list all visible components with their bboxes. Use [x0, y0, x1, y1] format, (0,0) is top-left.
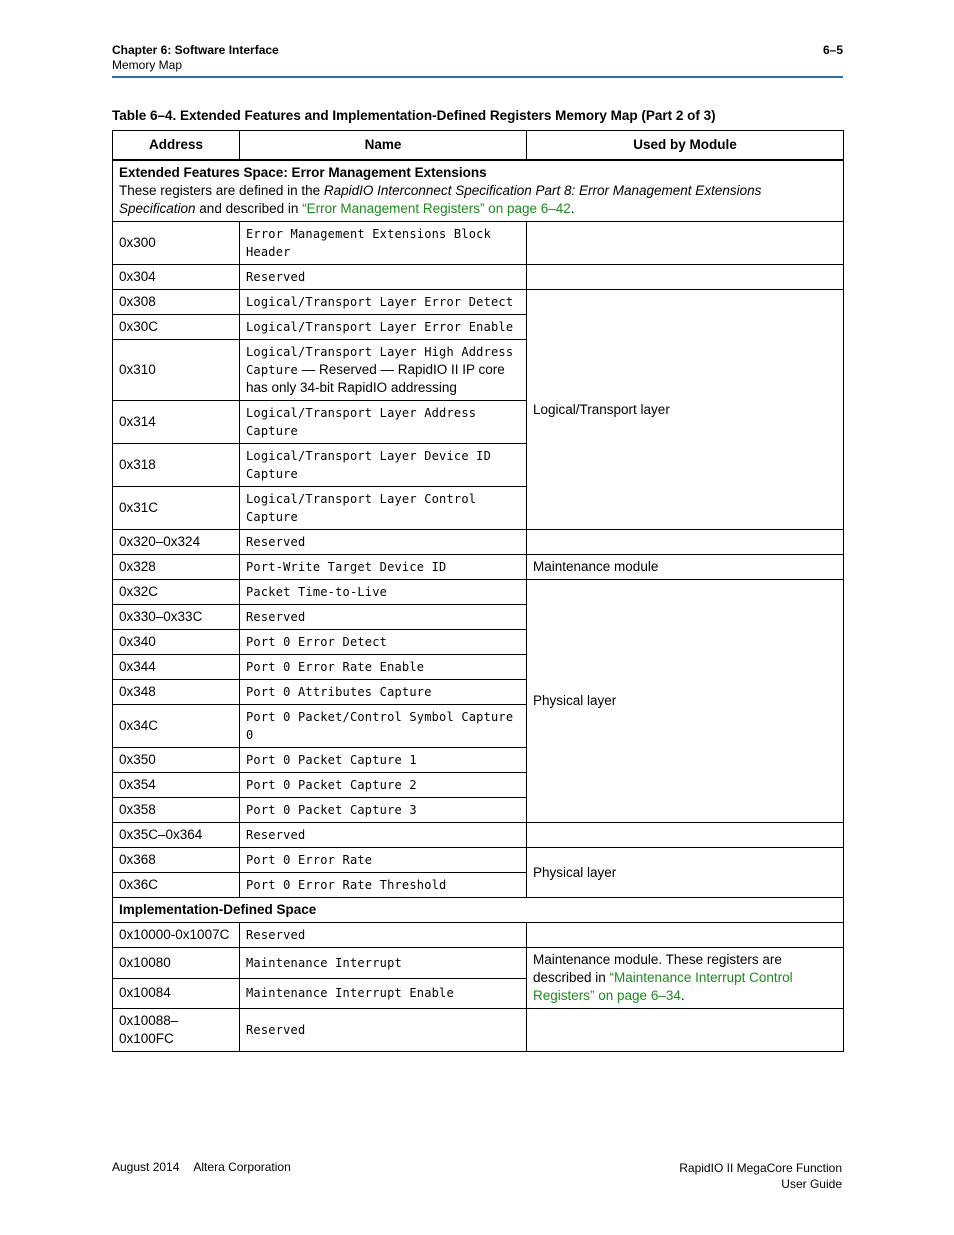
register-name-cell	[240, 340, 527, 401]
address-cell: 0x31C	[113, 487, 240, 530]
header-divider	[112, 76, 843, 78]
register-name-cell: Logical/Transport Layer Address Capture	[240, 401, 527, 444]
section-intro	[113, 160, 844, 222]
footer-doc-subtitle: User Guide	[781, 1177, 842, 1191]
register-name-cell: Reserved	[240, 923, 527, 948]
cross-reference-link[interactable]: “Error Management Registers” on page 6–42	[302, 201, 571, 216]
register-name-cell: Port 0 Attributes Capture	[240, 680, 527, 705]
module-cell: Physical layer	[527, 848, 844, 898]
section-title: Extended Features Space: Error Management Extensions	[119, 165, 487, 180]
module-cell	[527, 222, 844, 265]
register-name-cell: Port 0 Packet/Control Symbol Capture 0	[240, 705, 527, 748]
register-name-cell: Port 0 Packet Capture 1	[240, 748, 527, 773]
register-name-cell: Error Management Extensions Block Header	[240, 222, 527, 265]
address-cell: 0x10080	[113, 948, 240, 979]
table-row	[113, 948, 844, 979]
address-cell: 0x300	[113, 222, 240, 265]
table-row	[113, 1009, 844, 1052]
address-cell: 0x304	[113, 265, 240, 290]
column-header-address: Address	[113, 131, 240, 161]
address-cell: 0x36C	[113, 873, 240, 898]
address-cell: 0x328	[113, 555, 240, 580]
address-cell: 0x34C	[113, 705, 240, 748]
footer-company: Altera Corporation	[193, 1160, 291, 1174]
address-cell: 0x354	[113, 773, 240, 798]
address-cell: 0x32C	[113, 580, 240, 605]
intro-text: and described in	[195, 201, 303, 216]
register-name-cell: Port 0 Error Rate Threshold	[240, 873, 527, 898]
section-row	[113, 898, 844, 923]
address-cell: 0x340	[113, 630, 240, 655]
section-row	[113, 160, 844, 222]
register-name-cell: Maintenance Interrupt Enable	[240, 978, 527, 1009]
module-cell	[527, 948, 844, 1009]
register-note: — Reserved — RapidIO II IP core has only 34-bit RapidIO addressing	[246, 362, 505, 395]
intro-text: These registers are defined in the	[119, 183, 324, 198]
column-header-module: Used by Module	[527, 131, 844, 161]
table-row	[113, 530, 844, 555]
register-name-cell: Reserved	[240, 1009, 527, 1052]
address-cell: 0x358	[113, 798, 240, 823]
column-header-name: Name	[240, 131, 527, 161]
register-name-cell: Port 0 Error Rate	[240, 848, 527, 873]
register-name-cell: Logical/Transport Layer Error Enable	[240, 315, 527, 340]
page-number: 6–5	[822, 43, 843, 57]
address-cell: 0x320–0x324	[113, 530, 240, 555]
register-name-cell: Logical/Transport Layer Control Capture	[240, 487, 527, 530]
address-cell: 0x308	[113, 290, 240, 315]
register-name-cell: Reserved	[240, 605, 527, 630]
footer-date: August 2014	[112, 1160, 180, 1174]
table-row	[113, 923, 844, 948]
module-cell: Physical layer	[527, 580, 844, 823]
module-cell	[527, 265, 844, 290]
address-cell: 0x318	[113, 444, 240, 487]
address-cell: 0x344	[113, 655, 240, 680]
register-map-table	[112, 130, 844, 1052]
register-name: Logical/Transport Layer High Address Capture	[246, 345, 514, 377]
section-title: Memory Map	[112, 58, 183, 72]
address-cell: 0x348	[113, 680, 240, 705]
section-title: Implementation-Defined Space	[113, 898, 844, 923]
module-text: Maintenance module. These registers are described in	[533, 952, 782, 985]
address-cell: 0x330–0x33C	[113, 605, 240, 630]
module-cell	[527, 1009, 844, 1052]
table-row	[113, 265, 844, 290]
table-row	[113, 222, 844, 265]
register-name-cell: Port 0 Error Detect	[240, 630, 527, 655]
register-name-cell: Port 0 Packet Capture 3	[240, 798, 527, 823]
register-name-cell: Packet Time-to-Live	[240, 580, 527, 605]
table-row	[113, 823, 844, 848]
module-text: .	[680, 988, 685, 1003]
register-name-cell: Logical/Transport Layer Error Detect	[240, 290, 527, 315]
address-cell: 0x350	[113, 748, 240, 773]
module-cell	[527, 530, 844, 555]
table-header-row	[113, 131, 844, 161]
register-name-cell: Logical/Transport Layer Device ID Capture	[240, 444, 527, 487]
spec-title: RapidIO Interconnect Specification Part 8: Error Management Extensions Specification	[119, 183, 762, 216]
table-row	[113, 555, 844, 580]
table-caption: Table 6–4. Extended Features and Implementation-Defined Registers Memory Map (Part 2 of 3)	[112, 108, 716, 123]
address-cell: 0x310	[113, 340, 240, 401]
module-cell	[527, 823, 844, 848]
table-row	[113, 848, 844, 873]
footer-doc-title: RapidIO II MegaCore Function	[679, 1161, 842, 1175]
register-name-cell: Port 0 Packet Capture 2	[240, 773, 527, 798]
module-cell: Maintenance module	[527, 555, 844, 580]
register-name-cell: Maintenance Interrupt	[240, 948, 527, 979]
address-cell: 0x10084	[113, 978, 240, 1009]
address-cell: 0x314	[113, 401, 240, 444]
chapter-title: Chapter 6: Software Interface	[112, 43, 279, 57]
table-row	[113, 580, 844, 605]
register-name-cell: Reserved	[240, 823, 527, 848]
intro-text: .	[570, 201, 575, 216]
address-cell: 0x10088–0x100FC	[113, 1009, 240, 1052]
address-cell: 0x10000-0x1007C	[113, 923, 240, 948]
register-name-cell: Port 0 Error Rate Enable	[240, 655, 527, 680]
register-name-cell: Reserved	[240, 530, 527, 555]
module-cell: Logical/Transport layer	[527, 290, 844, 530]
register-name-cell: Port-Write Target Device ID	[240, 555, 527, 580]
module-cell	[527, 923, 844, 948]
table-row	[113, 290, 844, 315]
page-footer-left	[112, 1160, 291, 1174]
page-header	[112, 43, 843, 73]
cross-reference-link[interactable]: “Maintenance Interrupt Control Registers” on page 6–34	[533, 970, 793, 1003]
page-footer-right	[679, 1160, 842, 1192]
register-name-cell: Reserved	[240, 265, 527, 290]
address-cell: 0x30C	[113, 315, 240, 340]
address-cell: 0x35C–0x364	[113, 823, 240, 848]
address-cell: 0x368	[113, 848, 240, 873]
